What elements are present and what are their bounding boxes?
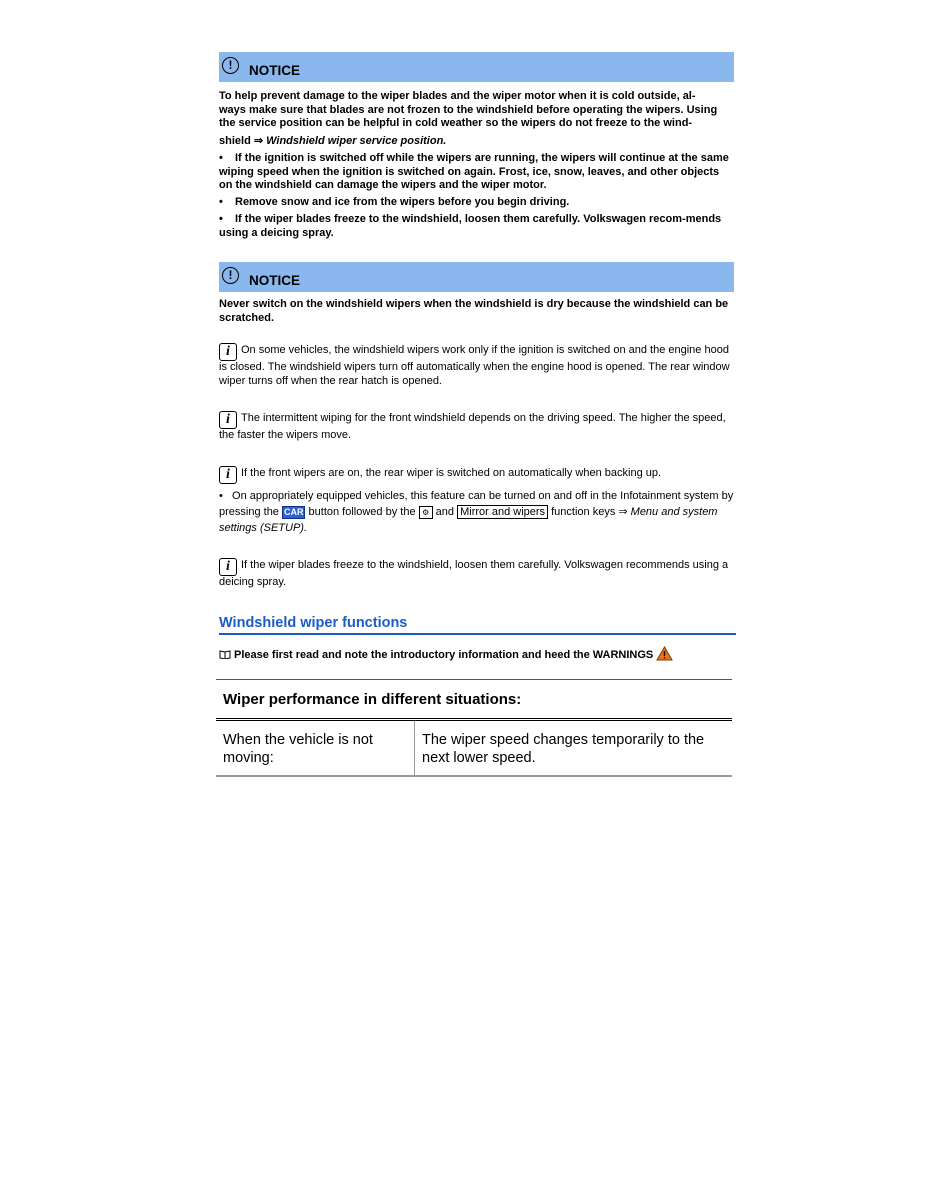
info-icon: i	[219, 466, 237, 484]
info-note	[219, 558, 734, 590]
info-note	[219, 466, 734, 536]
bullet-icon: •	[219, 152, 223, 164]
info-note	[219, 411, 734, 443]
list-item-text: function keys ⇒	[548, 505, 631, 518]
list-item	[219, 152, 734, 193]
list-item-text: If the ignition is switched off while the wipers are running, the wipers will continue at the same wiping speed when the ignition is switched on again. Frost, ice, snow, leaves, and other objects on the windshield can damage the wipers and the wiper motor.	[219, 152, 729, 191]
notice-body	[219, 298, 734, 325]
intro-line	[219, 646, 673, 664]
info-text: If the front wipers are on, the rear wiper is switched on automatically when backing up.	[241, 466, 662, 479]
list-item-text: button followed by the	[305, 505, 419, 518]
wiper-performance-table	[216, 679, 732, 777]
car-key-button[interactable]: CAR	[283, 506, 304, 517]
table-bottom-rule	[216, 775, 732, 777]
table-caption: Wiper performance in different situations:	[223, 691, 522, 708]
section-divider	[219, 633, 736, 635]
list-item-text: and	[432, 505, 458, 518]
notice-text-line: ways make sure that blades are not frozen to the windshield before operating the wipers. Using	[219, 103, 718, 116]
notice-text-line: the service position can be helpful in cold weather so the wipers do not freeze to the wind-	[219, 117, 693, 129]
notice-header	[219, 262, 734, 292]
notice-title: NOTICE	[249, 272, 301, 288]
list-item-text: If the wiper blades freeze to the windshield, loosen them carefully. Volkswagen recom-mends using a deicing spray.	[219, 213, 722, 239]
notice-header	[219, 52, 734, 82]
book-icon	[219, 649, 231, 662]
notice-title: NOTICE	[249, 62, 301, 78]
settings-key-icon[interactable]: ⚙	[419, 506, 433, 519]
list-item	[219, 196, 734, 210]
list-item	[219, 213, 734, 240]
table-cell-situation: When the vehicle is not moving:	[216, 721, 415, 775]
table-cell-effect: The wiper speed changes temporarily to the next lower speed.	[422, 732, 705, 766]
list-item-text: On appropriately equipped vehicles, this feature can be turned on and off in the Infotainment system by pressing the	[219, 489, 734, 518]
info-icon: i	[219, 411, 237, 429]
info-note	[219, 343, 734, 388]
cross-reference-link[interactable]: Menu and system settings (SETUP).	[219, 505, 718, 534]
exclamation-circle-icon: !	[222, 267, 239, 284]
cross-reference-link[interactable]: Windshield wiper service position.	[266, 134, 447, 147]
notice-body	[219, 90, 734, 240]
list-item	[219, 488, 734, 536]
notice-text: shield ⇒	[219, 134, 267, 147]
info-icon: i	[219, 343, 237, 361]
bullet-icon: •	[219, 489, 233, 502]
section-title: Windshield wiper functions	[219, 615, 408, 631]
bullet-icon: •	[219, 195, 223, 208]
intro-text: Please first read and note the introductory information and heed the WARNINGS	[234, 649, 654, 661]
notice-text-line: To help prevent damage to the wiper blades and the wiper motor when it is cold outside, al-	[219, 90, 696, 102]
content-column	[219, 52, 734, 589]
info-text: If the wiper blades freeze to the windshield, loosen them carefully. Volkswagen recommends using a deicing spray.	[219, 558, 729, 588]
info-icon: i	[219, 558, 237, 576]
list-item-text: Remove snow and ice from the wipers before you begin driving.	[235, 195, 570, 208]
bullet-icon: •	[219, 213, 223, 225]
table-row	[216, 721, 732, 775]
info-text: On some vehicles, the windshield wipers work only if the ignition is switched on and the engine hood is closed. The windshield wipers turn off automatically when the engine hood is opened. The rear window wiper turns off when the rear hatch is opened.	[219, 344, 730, 387]
mirror-and-wipers-key[interactable]: Mirror and wipers	[457, 505, 548, 519]
warning-triangle-icon[interactable]	[656, 646, 673, 664]
info-text: The intermittent wiping for the front windshield depends on the driving speed. The higher the speed, the faster the wipers move.	[219, 412, 726, 441]
exclamation-circle-icon: !	[222, 57, 239, 74]
notice-text: Never switch on the windshield wipers when the windshield is dry because the windshield can be scratched.	[219, 298, 729, 324]
notice-text-line	[219, 135, 734, 149]
